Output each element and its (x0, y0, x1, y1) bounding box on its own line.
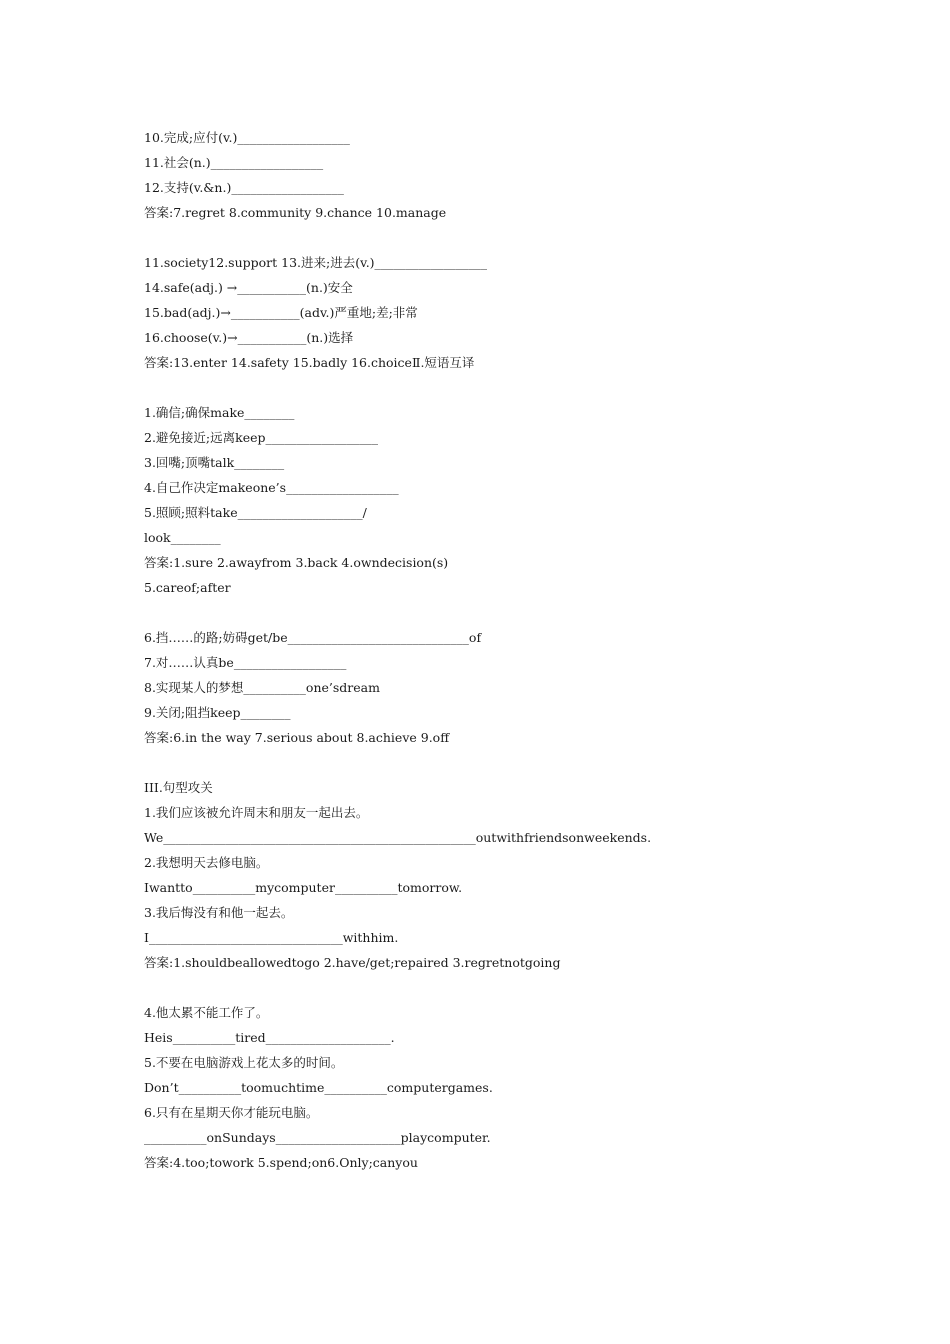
text-line: We__________________________________________________outwithfriendsonweekends. (144, 830, 652, 845)
text-line: 2.避免接近;远离keep__________________ (144, 430, 379, 445)
text-line: 4.自己作决定makeone’s__________________ (144, 480, 399, 495)
answer-line: 5.careof;after (144, 580, 231, 595)
blank-line (144, 375, 924, 400)
text-line: 6.只有在星期天你才能玩电脑。 (144, 1105, 319, 1120)
text-line: 16.choose(v.)→___________(n.)选择 (144, 330, 354, 345)
text-line: 1.我们应该被允许周末和朋友一起出去。 (144, 805, 369, 820)
text-line: 1.确信;确保make________ (144, 405, 295, 420)
text-line: Iwantto__________mycomputer__________tomorrow. (144, 880, 463, 895)
blank-line (144, 600, 924, 625)
text-line: 11.society12.support 13.进来;进去(v.)__________________ (144, 255, 488, 270)
blank-line (144, 750, 924, 775)
text-line: 5.照顾;照料take____________________/ (144, 505, 367, 520)
answer-line: 答案:13.enter 14.safety 15.badly 16.choiceⅡ.短语互译 (144, 355, 475, 370)
text-line: 6.挡……的路;妨碍get/be_____________________________of (144, 630, 482, 645)
text-line: 3.我后悔没有和他一起去。 (144, 905, 294, 920)
text-line: look________ (144, 530, 221, 545)
text-line: 9.关闭;阻挡keep________ (144, 705, 291, 720)
text-line: 10.完成;应付(v.)__________________ (144, 130, 350, 145)
answer-line: 答案:1.sure 2.awayfrom 3.back 4.owndecision(s) (144, 555, 449, 570)
text-line: 8.实现某人的梦想__________one’sdream (144, 680, 380, 695)
answer-line: 答案:7.regret 8.community 9.chance 10.manage (144, 205, 447, 220)
text-line: 12.支持(v.&n.)__________________ (144, 180, 344, 195)
text-line: 11.社会(n.)__________________ (144, 155, 324, 170)
text-line: Heis__________tired____________________. (144, 1030, 395, 1045)
blank-line (144, 225, 924, 250)
text-line: I_______________________________withhim. (144, 930, 399, 945)
blank-line (144, 975, 924, 1000)
answer-line: 答案:4.too;towork 5.spend;on6.Only;canyou (144, 1155, 418, 1170)
text-line: 5.不要在电脑游戏上花太多的时间。 (144, 1055, 344, 1070)
text-line: __________onSundays____________________playcomputer. (144, 1130, 491, 1145)
text-line: 7.对……认真be__________________ (144, 655, 347, 670)
text-line: 2.我想明天去修电脑。 (144, 855, 269, 870)
text-line: 4.他太累不能工作了。 (144, 1005, 269, 1020)
worksheet-page (144, 125, 924, 1175)
text-line: 3.回嘴;顶嘴talk________ (144, 455, 285, 470)
text-line: 15.bad(adj.)→___________(adv.)严重地;差;非常 (144, 305, 418, 320)
text-line: 14.safe(adj.) →___________(n.)安全 (144, 280, 353, 295)
answer-line: 答案:6.in the way 7.serious about 8.achieve 9.off (144, 730, 450, 745)
text-line: Don’t__________toomuchtime__________computergames. (144, 1080, 493, 1095)
answer-line: 答案:1.shouldbeallowedtogo 2.have/get;repaired 3.regretnotgoing (144, 955, 561, 970)
section-heading: III.句型攻关 (144, 780, 213, 795)
